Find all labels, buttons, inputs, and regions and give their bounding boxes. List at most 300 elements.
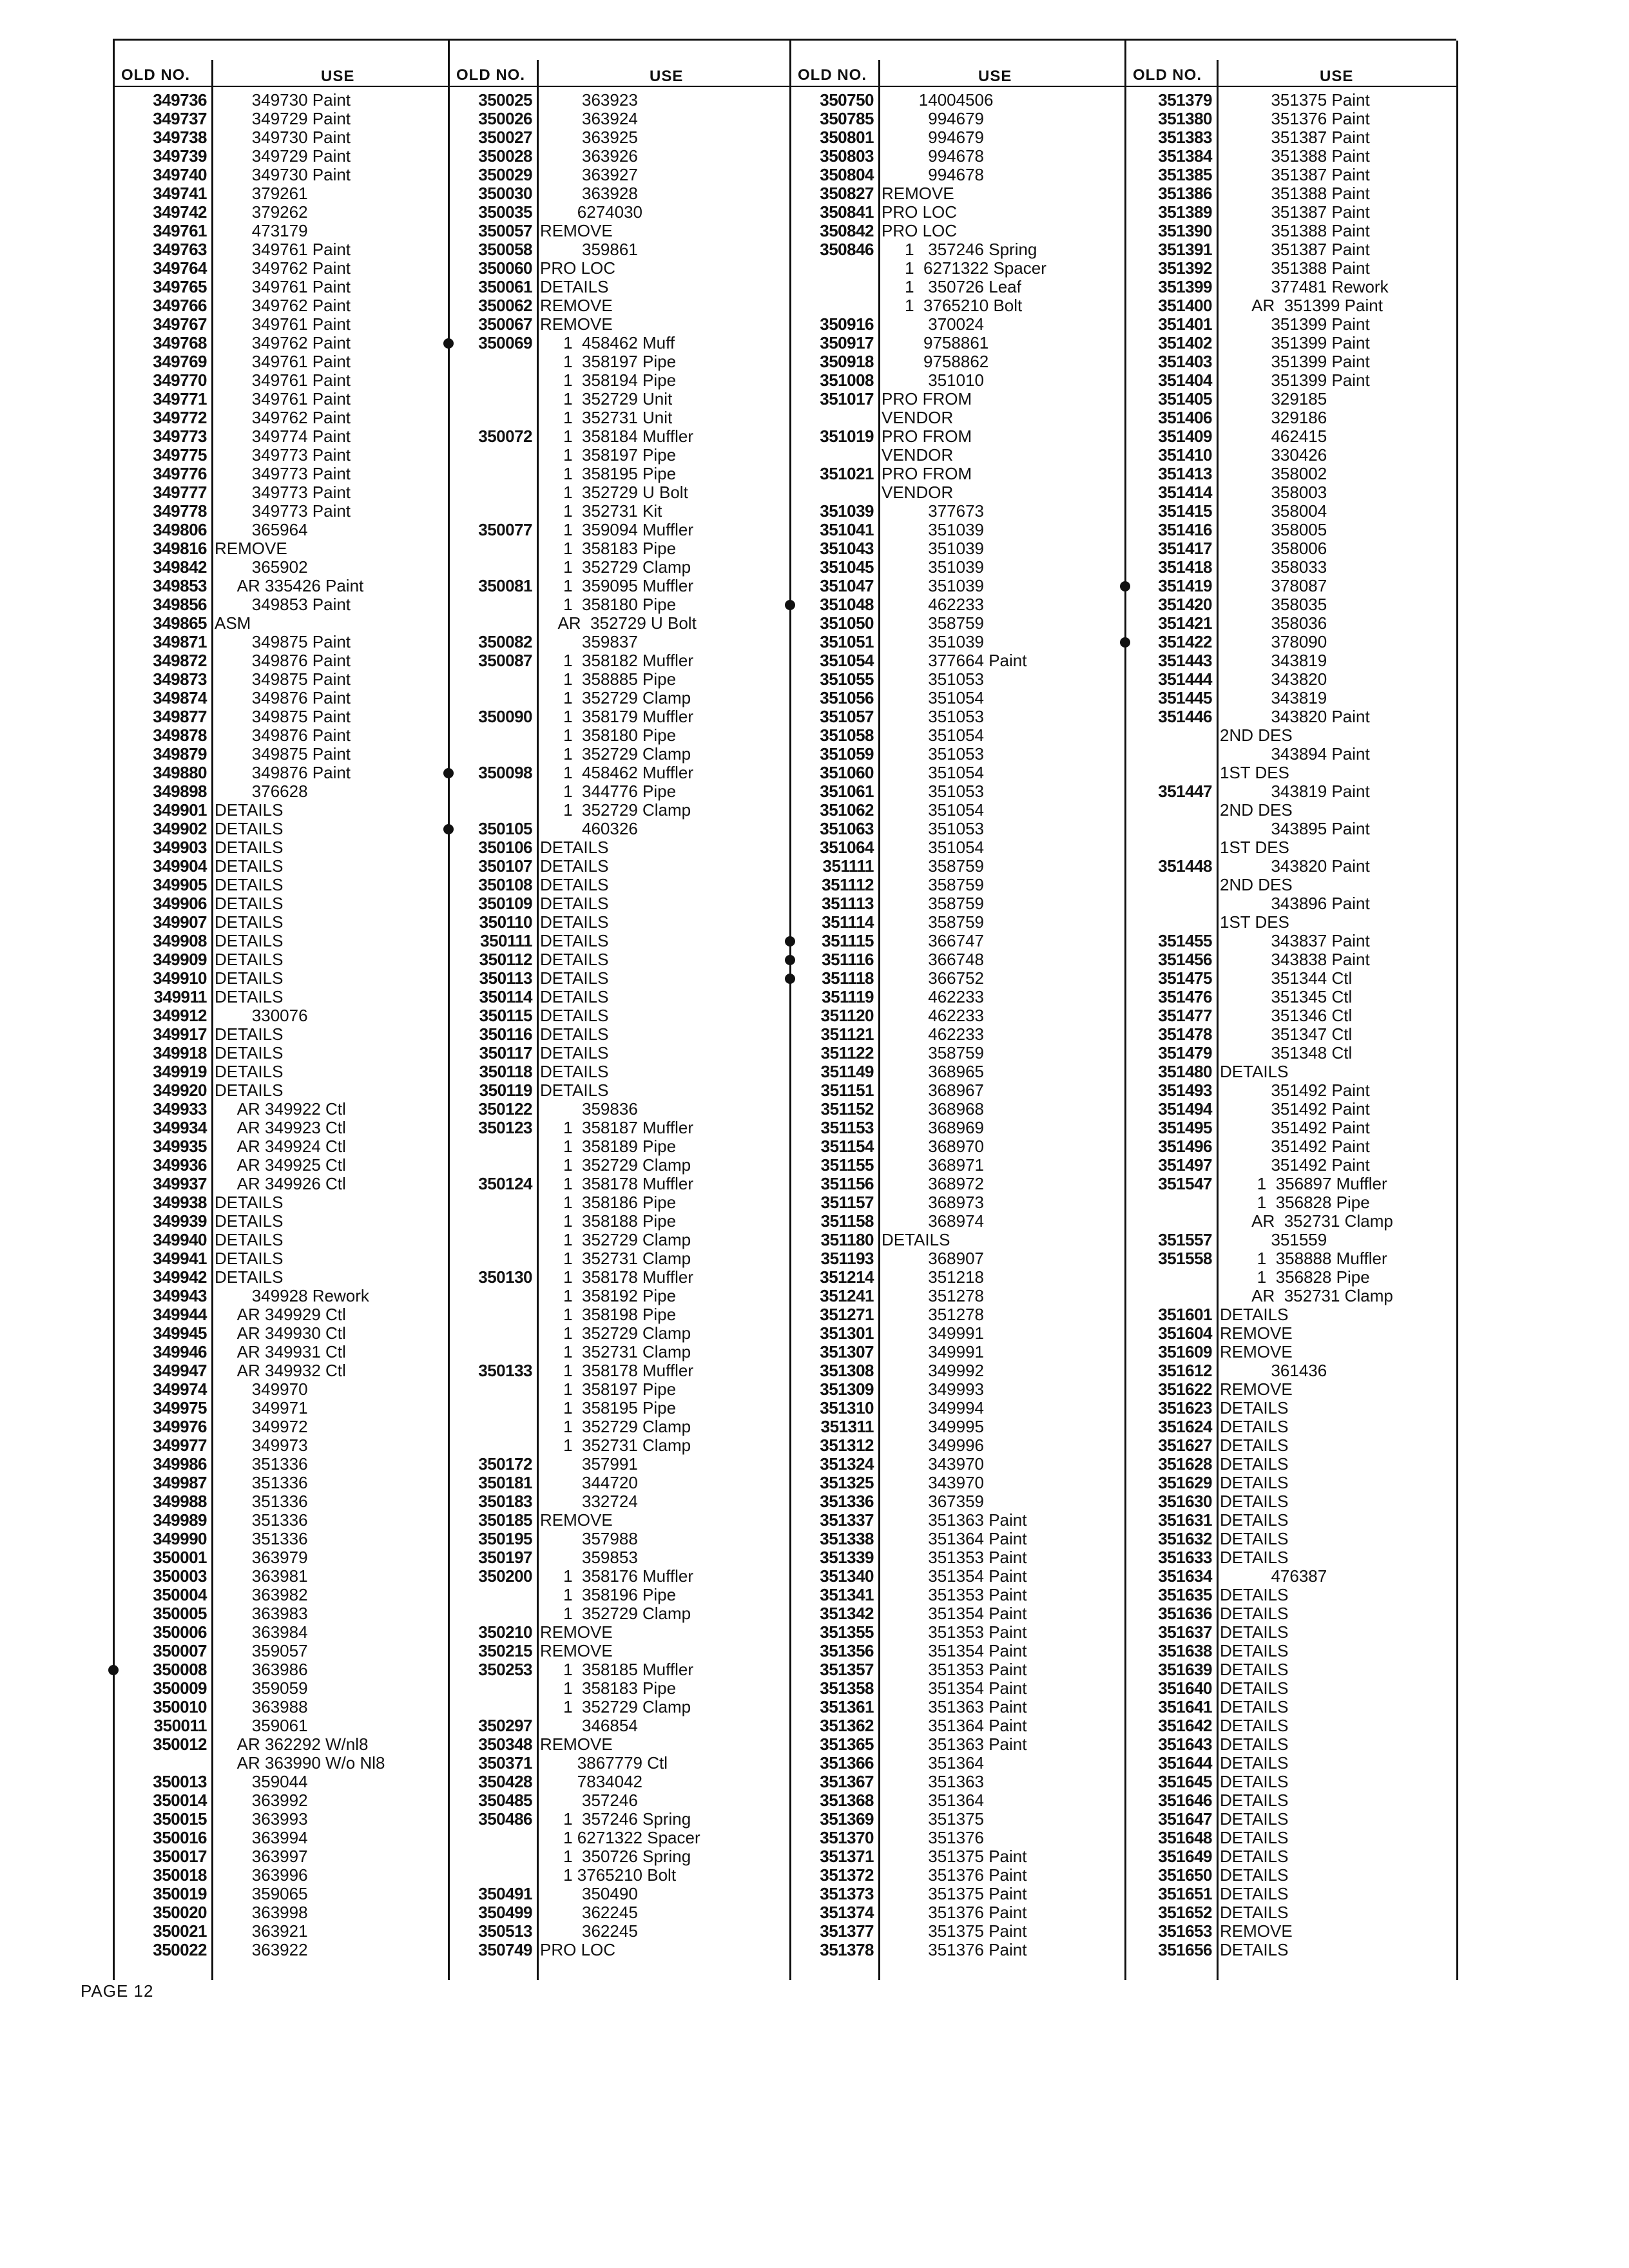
use-value: 1 358195 Pipe: [540, 1398, 677, 1418]
old-number: 351118: [822, 968, 874, 988]
old-number: 350210: [478, 1622, 532, 1642]
use-value: 349876 Paint: [215, 651, 351, 670]
use-value: 351387 Paint: [1220, 128, 1370, 147]
table-row: [115, 782, 448, 801]
old-number: 351309: [820, 1379, 874, 1399]
old-number: 351445: [1158, 688, 1212, 707]
use-value: DETAILS: [215, 968, 284, 988]
use-value: REMOVE: [540, 1622, 613, 1642]
use-value: 349761 Paint: [215, 389, 351, 408]
use-value: 3867779 Ctl: [540, 1753, 668, 1773]
table-row: [1126, 1380, 1456, 1399]
old-number: 349874: [153, 688, 207, 707]
table-row: [450, 427, 789, 446]
use-value: 1 356897 Muffler: [1220, 1174, 1387, 1193]
use-value: 368974: [882, 1211, 984, 1231]
use-value: DETAILS: [215, 1267, 284, 1287]
old-number: 349943: [153, 1286, 207, 1305]
use-value: 351375 Paint: [882, 1921, 1027, 1941]
old-number: 349903: [153, 838, 207, 857]
table-row: [115, 1679, 448, 1698]
use-value: AR 351399 Paint: [1220, 296, 1383, 315]
use-value: 1 358189 Pipe: [540, 1137, 677, 1156]
use-value: 349875 Paint: [215, 632, 351, 651]
use-value: DETAILS: [540, 968, 609, 988]
table-row: [1126, 222, 1456, 240]
use-value: 367359: [882, 1492, 984, 1511]
old-number: 349905: [153, 875, 207, 894]
table-row: [450, 147, 789, 166]
use-value: 349992: [882, 1361, 984, 1380]
use-value: 1 352729 Clamp: [540, 800, 691, 820]
use-value: 1 350726 Leaf: [882, 277, 1021, 296]
old-number: 349879: [153, 744, 207, 764]
old-number: 351043: [820, 539, 874, 558]
use-value: 363994: [215, 1828, 308, 1847]
table-row: [115, 1922, 448, 1941]
table-row: [791, 670, 1124, 689]
table-row: [115, 110, 448, 128]
use-value: 462415: [1220, 427, 1327, 446]
table-row: [450, 801, 789, 820]
old-number: 350485: [478, 1791, 532, 1810]
table-row: [450, 1829, 789, 1847]
old-number: 351478: [1158, 1024, 1212, 1044]
old-number: 349974: [153, 1379, 207, 1399]
old-number: 351356: [820, 1641, 874, 1660]
table-row: [450, 1044, 789, 1062]
old-number: 349990: [153, 1529, 207, 1548]
old-number: 351401: [1158, 314, 1212, 334]
use-value: DETAILS: [1220, 1436, 1289, 1455]
use-value: 343894 Paint: [1220, 744, 1370, 764]
use-value: 363992: [215, 1791, 308, 1810]
use-value: 368971: [882, 1155, 984, 1175]
table-row: [1126, 1791, 1456, 1810]
table-row: [791, 801, 1124, 820]
use-value: 351039: [882, 557, 984, 577]
table-row: [115, 1156, 448, 1175]
old-number: 351059: [820, 744, 874, 764]
bullet-marker-icon: [1120, 637, 1130, 648]
old-number: 351154: [820, 1137, 874, 1156]
use-value: 1 352731 Kit: [540, 501, 662, 521]
use-value: 363982: [215, 1585, 308, 1604]
table-row: [1126, 259, 1456, 278]
table-row: [115, 838, 448, 857]
use-value: 351344 Ctl: [1220, 968, 1353, 988]
use-value: REMOVE: [540, 221, 613, 240]
table-row: [791, 969, 1124, 988]
use-value: 358004: [1220, 501, 1327, 521]
old-number: 349741: [153, 184, 207, 203]
use-value: 351336: [215, 1510, 308, 1530]
table-row: [115, 1436, 448, 1455]
use-value: 343837 Paint: [1220, 931, 1370, 950]
use-value: DETAILS: [540, 1062, 609, 1081]
use-value: 349730 Paint: [215, 128, 351, 147]
old-number: 350015: [153, 1809, 207, 1829]
use-value: 1 358197 Pipe: [540, 352, 677, 371]
use-value: 2ND DES: [1220, 875, 1293, 894]
old-no-header: OLD NO.: [1133, 66, 1202, 84]
table-row: [115, 483, 448, 502]
old-number: 349976: [153, 1417, 207, 1436]
old-number: 351447: [1158, 782, 1212, 801]
use-value: 1 358183 Pipe: [540, 1678, 677, 1698]
table-row: [791, 838, 1124, 857]
use-value: 351364: [882, 1791, 984, 1810]
old-number: 351390: [1158, 221, 1212, 240]
table-row: [450, 1511, 789, 1530]
use-value: 351363 Paint: [882, 1735, 1027, 1754]
old-number: 351366: [820, 1753, 874, 1773]
parts-cross-reference-sheet: [113, 39, 1456, 1980]
table-row: [1126, 1530, 1456, 1548]
table-row: [115, 1343, 448, 1361]
table-row: [115, 857, 448, 876]
use-value: 363921: [215, 1921, 308, 1941]
use-value: 1 344776 Pipe: [540, 782, 677, 801]
old-number: 349944: [153, 1305, 207, 1324]
old-number: 350020: [153, 1903, 207, 1922]
table-row: [115, 633, 448, 651]
old-number: 350371: [478, 1753, 532, 1773]
table-row: [1126, 446, 1456, 465]
use-value: 351348 Ctl: [1220, 1043, 1353, 1062]
old-number: 349871: [153, 632, 207, 651]
table-row: [450, 689, 789, 707]
table-row: [1126, 352, 1456, 371]
old-number: 351378: [820, 1940, 874, 1959]
table-row: [1126, 894, 1456, 913]
table-row: [450, 203, 789, 222]
use-value: 1 358186 Pipe: [540, 1193, 677, 1212]
old-number: 351058: [820, 726, 874, 745]
use-value: 362245: [540, 1921, 638, 1941]
old-number: 351624: [1158, 1417, 1212, 1436]
use-value: 460326: [540, 819, 638, 838]
use-value: 349993: [882, 1379, 984, 1399]
use-value: 351039: [882, 576, 984, 595]
use-value: DETAILS: [1220, 1903, 1289, 1922]
old-number: 350003: [153, 1566, 207, 1586]
table-row: [791, 128, 1124, 147]
use-value: 351376: [882, 1828, 984, 1847]
table-row: [1126, 633, 1456, 651]
table-row: [791, 633, 1124, 651]
table-row: [1126, 1866, 1456, 1885]
table-row: [115, 950, 448, 969]
table-row: [115, 1137, 448, 1156]
table-row: [115, 128, 448, 147]
old-number: 350004: [153, 1585, 207, 1604]
use-value: 343970: [882, 1454, 984, 1474]
old-number: 350098: [478, 763, 532, 782]
table-row: [1126, 1586, 1456, 1604]
table-row: [450, 595, 789, 614]
table-row: [1126, 932, 1456, 950]
table-row: [1126, 595, 1456, 614]
use-value: 1 352729 U Bolt: [540, 483, 688, 502]
use-value: 994678: [882, 146, 984, 166]
table-row: [115, 1474, 448, 1492]
old-number: 350785: [820, 109, 874, 128]
table-row: [450, 1119, 789, 1137]
use-value: 332724: [540, 1492, 638, 1511]
old-number: 349898: [153, 782, 207, 801]
old-number: 351365: [820, 1735, 874, 1754]
old-number: 351312: [820, 1436, 874, 1455]
use-value: 351278: [882, 1286, 984, 1305]
use-value: 363922: [215, 1940, 308, 1959]
table-row: [1126, 1249, 1456, 1268]
table-row: [450, 1268, 789, 1287]
old-number: 351639: [1158, 1660, 1212, 1679]
old-number: 351415: [1158, 501, 1212, 521]
table-row: [791, 932, 1124, 950]
table-row: [1126, 1885, 1456, 1903]
use-value: 351399 Paint: [1220, 333, 1370, 352]
old-number: 350087: [478, 651, 532, 670]
table-row: [115, 1530, 448, 1548]
table-row: [1126, 1025, 1456, 1044]
use-value: AR 349925 Ctl: [215, 1155, 346, 1175]
bullet-marker-icon: [108, 1665, 119, 1675]
use-value: 473179: [215, 221, 308, 240]
table-row: [115, 595, 448, 614]
table-row: [115, 1698, 448, 1716]
old-number: 351652: [1158, 1903, 1212, 1922]
use-value: DETAILS: [1220, 1828, 1289, 1847]
use-value: 358002: [1220, 464, 1327, 483]
old-number: 349907: [153, 912, 207, 932]
table-row: [1126, 278, 1456, 296]
use-value: AR 362292 W/nl8: [215, 1735, 369, 1754]
old-number: 351656: [1158, 1940, 1212, 1959]
old-number: 351338: [820, 1529, 874, 1548]
use-value: 363983: [215, 1604, 308, 1623]
old-number: 350123: [478, 1118, 532, 1137]
old-number: 349764: [153, 258, 207, 278]
table-row: [115, 558, 448, 577]
use-value: 363984: [215, 1622, 308, 1642]
old-number: 351045: [820, 557, 874, 577]
use-value: DETAILS: [540, 931, 609, 950]
table-row: [450, 1660, 789, 1679]
use-value: AR 335426 Paint: [215, 576, 364, 595]
table-row: [115, 446, 448, 465]
use-value: 349994: [882, 1398, 984, 1418]
table-row: [1126, 166, 1456, 184]
use-value: VENDOR: [882, 483, 954, 502]
use-value: 351364 Paint: [882, 1716, 1027, 1735]
old-number: 351422: [1158, 632, 1212, 651]
bullet-marker-icon: [443, 824, 454, 834]
old-number: 349902: [153, 819, 207, 838]
use-value: 476387: [1220, 1566, 1327, 1586]
use-value: DETAILS: [540, 912, 609, 932]
use-value: 1 350726 Spring: [540, 1847, 691, 1866]
table-row: [791, 1006, 1124, 1025]
use-value: 1 358184 Muffler: [540, 427, 693, 446]
use-value: 351054: [882, 838, 984, 857]
table-row: [115, 932, 448, 950]
use-value: AR 349931 Ctl: [215, 1342, 346, 1361]
old-number: 351055: [820, 669, 874, 689]
table-row: [791, 465, 1124, 483]
old-number: 351448: [1158, 856, 1212, 876]
use-value: 344720: [540, 1473, 638, 1492]
old-number: 350062: [478, 296, 532, 315]
table-row: [1126, 147, 1456, 166]
table-row: [791, 1343, 1124, 1361]
table-row: [115, 1511, 448, 1530]
bullet-marker-icon: [785, 955, 795, 965]
use-value: REMOVE: [540, 296, 613, 315]
use-value: 1 358180 Pipe: [540, 726, 677, 745]
use-value: 349773 Paint: [215, 464, 351, 483]
table-row: [115, 801, 448, 820]
column-header: [115, 60, 448, 87]
use-value: 1 356828 Pipe: [1220, 1267, 1370, 1287]
table-row: [115, 1044, 448, 1062]
use-value: 359044: [215, 1772, 308, 1791]
table-row: [791, 1829, 1124, 1847]
use-value: DETAILS: [540, 856, 609, 876]
old-number: 350061: [478, 277, 532, 296]
table-row: [115, 707, 448, 726]
use-value: 343970: [882, 1473, 984, 1492]
table-row: [791, 820, 1124, 838]
use-value: 350490: [540, 1884, 638, 1903]
table-row: [1126, 1193, 1456, 1212]
use-value: 1 358187 Muffler: [540, 1118, 693, 1137]
table-row: [1126, 1847, 1456, 1866]
use-value: DETAILS: [540, 1024, 609, 1044]
old-number: 351558: [1158, 1249, 1212, 1268]
use-value: DETAILS: [540, 1006, 609, 1025]
old-number: 351446: [1158, 707, 1212, 726]
use-value: 351492 Paint: [1220, 1155, 1370, 1175]
old-number: 349987: [153, 1473, 207, 1492]
table-row: [450, 1305, 789, 1324]
use-value: DETAILS: [1220, 1753, 1289, 1773]
use-value: ASM: [215, 613, 251, 633]
old-number: 351054: [820, 651, 874, 670]
table-row: [791, 521, 1124, 539]
old-number: 350014: [153, 1791, 207, 1810]
table-row: [450, 1100, 789, 1119]
old-number: 349853: [153, 576, 207, 595]
use-value: DETAILS: [215, 1062, 284, 1081]
use-value: 1 352729 Clamp: [540, 1230, 691, 1249]
old-number: 351153: [820, 1118, 874, 1137]
old-number: 351051: [820, 632, 874, 651]
use-value: 349761 Paint: [215, 314, 351, 334]
table-row: [791, 446, 1124, 465]
table-row: [791, 502, 1124, 521]
use-header: USE: [650, 68, 684, 85]
use-value: DETAILS: [1220, 1791, 1289, 1810]
table-row: [115, 745, 448, 764]
use-value: 351388 Paint: [1220, 221, 1370, 240]
old-number: 351651: [1158, 1884, 1212, 1903]
old-number: 350026: [478, 109, 532, 128]
use-value: 351278: [882, 1305, 984, 1324]
table-row: [115, 502, 448, 521]
table-row: [791, 651, 1124, 670]
table-row: [450, 1791, 789, 1810]
table-row: [115, 147, 448, 166]
use-value: 1 358888 Muffler: [1220, 1249, 1387, 1268]
table-row: [791, 745, 1124, 764]
old-number: 351308: [820, 1361, 874, 1380]
old-number: 351630: [1158, 1492, 1212, 1511]
old-number: 350116: [479, 1024, 532, 1044]
table-row: [450, 1418, 789, 1436]
table-row: [791, 1100, 1124, 1119]
use-value: 351492 Paint: [1220, 1081, 1370, 1100]
use-value: 349729 Paint: [215, 146, 351, 166]
old-number: 350172: [478, 1454, 532, 1474]
table-row: [791, 1399, 1124, 1418]
table-row: [115, 203, 448, 222]
use-value: 1ST DES: [1220, 838, 1289, 857]
use-value: 1 352731 Clamp: [540, 1342, 691, 1361]
old-number: 351391: [1158, 240, 1212, 259]
table-row: [115, 1567, 448, 1586]
old-number: 351337: [820, 1510, 874, 1530]
old-number: 351497: [1158, 1155, 1212, 1175]
bullet-marker-icon: [443, 768, 454, 778]
use-value: 1 352731 Unit: [540, 408, 673, 427]
old-number: 350107: [478, 856, 532, 876]
old-number: 349986: [153, 1454, 207, 1474]
table-row: [450, 184, 789, 203]
old-number: 350016: [153, 1828, 207, 1847]
table-row: [791, 1361, 1124, 1380]
table-row: [450, 876, 789, 894]
use-value: DETAILS: [1220, 1548, 1289, 1567]
table-row: [115, 1735, 448, 1754]
table-row: [115, 166, 448, 184]
old-number: 350035: [478, 202, 532, 222]
use-value: 349761 Paint: [215, 240, 351, 259]
old-number: 350801: [820, 128, 874, 147]
use-value: 349773 Paint: [215, 483, 351, 502]
table-row: [791, 1062, 1124, 1081]
table-row: [791, 876, 1124, 894]
old-number: 350082: [478, 632, 532, 651]
table-row: [115, 1866, 448, 1885]
use-value: 358006: [1220, 539, 1327, 558]
table-row: [791, 558, 1124, 577]
old-number: 350133: [478, 1361, 532, 1380]
old-no-header: OLD NO.: [798, 66, 867, 84]
use-value: 357988: [540, 1529, 638, 1548]
table-row: [1126, 1810, 1456, 1829]
use-value: 1 352729 Unit: [540, 389, 673, 408]
use-value: 1 352729 Clamp: [540, 744, 691, 764]
old-number: 351386: [1158, 184, 1212, 203]
old-number: 349920: [153, 1081, 207, 1100]
use-value: 349995: [882, 1417, 984, 1436]
use-value: DETAILS: [1220, 1492, 1289, 1511]
table-row: [791, 1119, 1124, 1137]
table-row: [450, 110, 789, 128]
use-value: REMOVE: [1220, 1342, 1293, 1361]
